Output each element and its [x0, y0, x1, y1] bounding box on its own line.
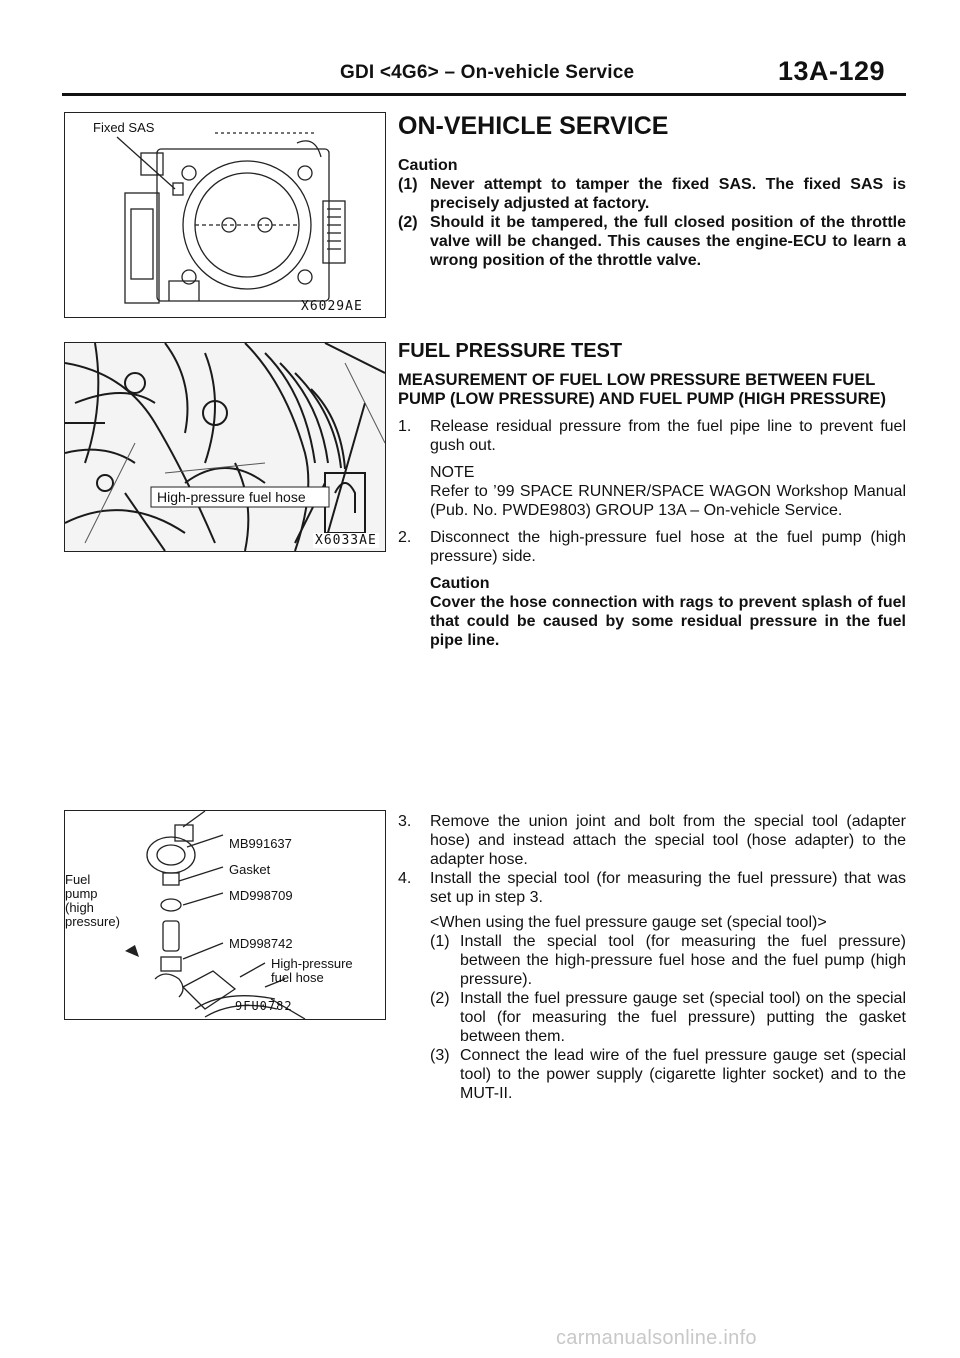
label-gasket: Gasket [229, 862, 271, 877]
step-2: 2. Disconnect the high-pressure fuel hose at the fuel pump (high pressure) side. [398, 529, 906, 565]
page-title: GDI <4G6> – On-vehicle Service [340, 62, 635, 83]
step-1: 1. Release residual pressure from the fuel pipe line to prevent fuel gush out. [398, 418, 906, 454]
section-on-vehicle-service [398, 112, 906, 270]
sub-step: (2) Install the fuel pressure gauge set (special tool) on the special tool (for measuring the fuel pressure) putting the gasket between them. [430, 990, 906, 1045]
figure-code: X6033AE [315, 533, 377, 548]
heading-fuel-pressure-test: FUEL PRESSURE TEST [398, 340, 623, 362]
caution-label: Caution [430, 575, 490, 592]
figure-throttle-body [64, 112, 386, 318]
label-md998742: MD998742 [229, 936, 293, 951]
note-label: NOTE [430, 464, 475, 481]
heading-on-vehicle-service: ON-VEHICLE SERVICE [398, 112, 669, 140]
caution-text: Cover the hose connection with rags to prevent splash of fuel that could be caused by some residual pressure in the fuel pipe line. [430, 594, 906, 649]
label-md998709: MD998709 [229, 888, 293, 903]
figure-code: 9FU0782 [235, 999, 293, 1013]
figure-fuel-pressure-tools [64, 810, 386, 1020]
section-procedure-steps [398, 812, 906, 1103]
figure-engine-bay-photo [64, 342, 386, 552]
sub-step: (3) Connect the lead wire of the fuel pressure gauge set (special tool) to the power supply (cigarette lighter socket) and to the MUT-II. [430, 1047, 906, 1102]
caution-item: (2) Should it be tampered, the full closed position of the throttle valve will be changed. This causes the engine-ECU to learn a wrong position of the throttle valve. [398, 214, 906, 269]
figure-code: X6029AE [301, 299, 363, 314]
step-3: 3. Remove the union joint and bolt from the special tool (adapter hose) and instead attach the special tool (hose adapter) to the adapter hose. [398, 813, 906, 868]
subheading-measurement: MEASUREMENT OF FUEL LOW PRESSURE BETWEEN FUEL PUMP (LOW PRESSURE) AND FUEL PUMP (HIGH PRESSURE) [398, 371, 887, 408]
section-fuel-pressure-test [398, 340, 906, 650]
watermark: carmanualsonline.info [556, 1327, 757, 1349]
caution-item: (1) Never attempt to tamper the fixed SAS. The fixed SAS is precisely adjusted at factory. [398, 176, 906, 212]
label-fixed-sas: Fixed SAS [93, 120, 155, 135]
label-high-pressure-fuel-hose: High-pressure fuel hose [157, 489, 306, 505]
page-number: 13A-129 [778, 56, 886, 86]
sub-step: (1) Install the special tool (for measuring the fuel pressure) between the high-pressure fuel hose and the fuel pump (high pressure). [430, 933, 906, 988]
throttle-body-illustration [65, 113, 385, 317]
header-rule [62, 93, 906, 96]
condition-text: <When using the fuel pressure gauge set (special tool)> [430, 914, 827, 931]
label-high-pressure-fuel-hose: High-pressure fuel hose [271, 956, 353, 985]
label-fuel-pump-high-pressure: Fuel pump (high pressure) [65, 872, 120, 929]
engine-bay-illustration [65, 343, 385, 551]
step-4: 4. Install the special tool (for measuring the fuel pressure) that was set up in step 3. [398, 870, 906, 906]
note-text: Refer to ’99 SPACE RUNNER/SPACE WAGON Workshop Manual (Pub. No. PWDE9803) GROUP 13A – On-vehicle Service. [430, 483, 906, 519]
label-mb991637: MB991637 [229, 836, 292, 851]
caution-label: Caution [398, 157, 458, 174]
